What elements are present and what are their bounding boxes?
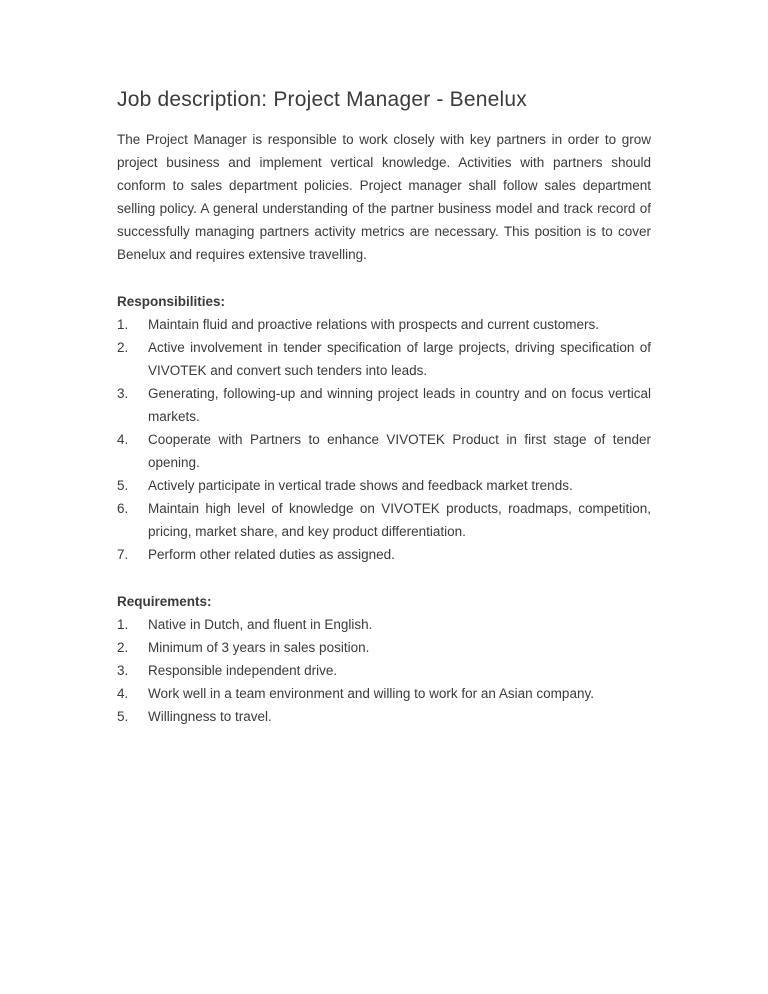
list-item-number: 4. [117, 432, 129, 447]
section-list [117, 313, 651, 566]
list-item-number: 2. [117, 340, 129, 355]
list-item [117, 659, 651, 682]
list-item [117, 382, 651, 428]
section-heading: Requirements: [117, 594, 212, 609]
list-item [117, 428, 651, 474]
list-item-number: 3. [117, 663, 129, 678]
list-item-text: Willingness to travel. [148, 709, 272, 724]
section-list [117, 613, 651, 728]
document-section [117, 290, 651, 566]
list-item-number: 7. [117, 547, 129, 562]
list-item-number: 2. [117, 640, 129, 655]
list-item-number: 6. [117, 501, 129, 516]
list-item [117, 682, 651, 705]
sections [117, 290, 651, 728]
list-item-number: 4. [117, 686, 129, 701]
list-item [117, 543, 651, 566]
list-item-number: 5. [117, 709, 129, 724]
list-item-number: 1. [117, 317, 129, 332]
list-item-number: 1. [117, 617, 129, 632]
list-item-text: Actively participate in vertical trade shows and feedback market trends. [148, 478, 573, 493]
list-item [117, 705, 651, 728]
list-item [117, 613, 651, 636]
list-item-number: 5. [117, 478, 129, 493]
intro-paragraph: The Project Manager is responsible to work closely with key partners in order to grow project business and implement vertical knowledge. Activities with partners should conform to sales department policies. Project manager shall follow sales department selling policy. A general understanding of the partner business model and track record of successfully managing partners activity metrics are necessary. This position is to cover Benelux and requires extensive travelling. [117, 132, 651, 262]
list-item-text: Active involvement in tender specification of large projects, driving specification of VIVOTEK and convert such tenders into leads. [148, 340, 651, 378]
list-item [117, 497, 651, 543]
list-item [117, 636, 651, 659]
list-item [117, 474, 651, 497]
list-item-text: Responsible independent drive. [148, 663, 338, 678]
list-item-text: Minimum of 3 years in sales position. [148, 640, 370, 655]
list-item [117, 313, 651, 336]
list-item [117, 336, 651, 382]
list-item-text: Generating, following-up and winning project leads in country and on focus vertical markets. [148, 386, 651, 424]
list-item-text: Cooperate with Partners to enhance VIVOTEK Product in first stage of tender opening. [148, 432, 651, 470]
list-item-text: Perform other related duties as assigned. [148, 547, 395, 562]
list-item-text: Work well in a team environment and willing to work for an Asian company. [148, 686, 594, 701]
list-item-text: Native in Dutch, and fluent in English. [148, 617, 373, 632]
list-item-text: Maintain high level of knowledge on VIVOTEK products, roadmaps, competition, pricing, market share, and key product differentiation. [148, 501, 651, 539]
list-item-number: 3. [117, 386, 129, 401]
list-item-text: Maintain fluid and proactive relations with prospects and current customers. [148, 317, 599, 332]
document-section [117, 590, 651, 728]
page-title: Job description: Project Manager - Benelux [117, 88, 527, 111]
section-heading: Responsibilities: [117, 294, 226, 309]
